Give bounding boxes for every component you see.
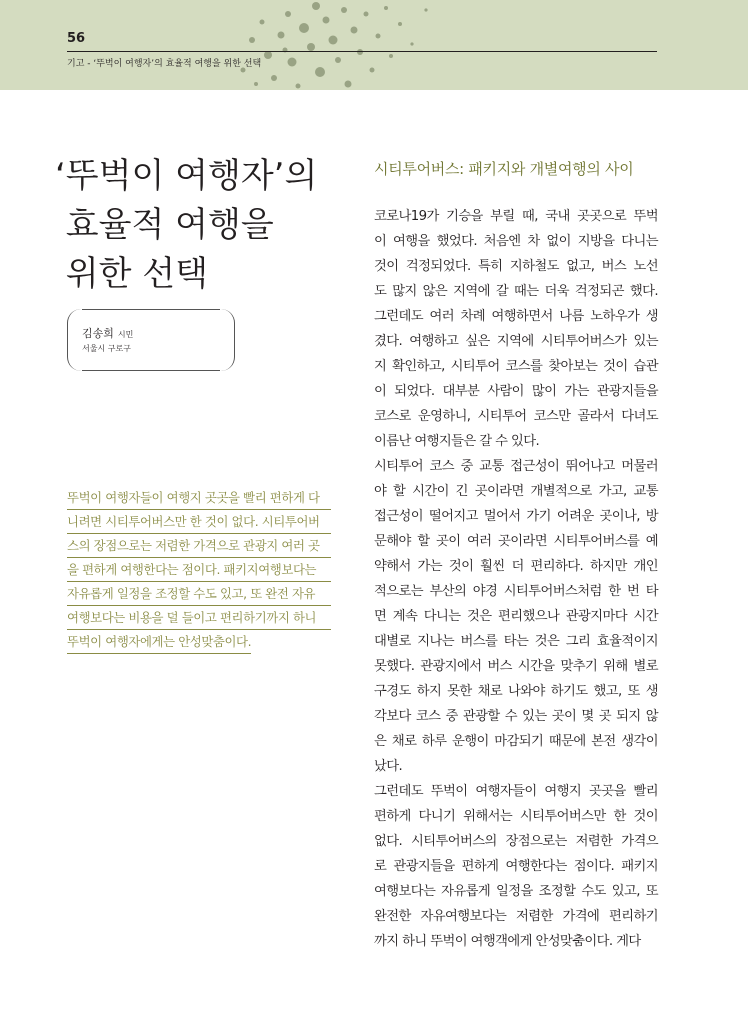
- body-text-line: 여행보다는 자유롭게 일정을 조정할 수도 있고, 또: [374, 884, 658, 899]
- body-text-line: 이 여행을 했었다. 처음엔 차 없이 지방을 다니는: [374, 234, 658, 249]
- body-text-line: 이름난 여행지들은 갈 수 있다.: [374, 434, 540, 449]
- author-box: [67, 309, 235, 371]
- body-text-line: 접근성이 떨어지고 멀어서 가기 어려운 곳이나, 방: [374, 509, 658, 524]
- body-text-line: 구경도 하지 못한 채로 나와야 하기도 했고, 또 생: [374, 684, 658, 699]
- pull-quote-line: 자유롭게 일정을 조정할 수도 있고, 또 완전 자유: [67, 582, 331, 606]
- pull-quote-line: 여행보다는 비용을 덜 들이고 편리하기까지 하니: [67, 606, 331, 630]
- body-text-line: 코스로 운영하니, 시티투어 코스만 골라서 다녀도: [374, 409, 658, 424]
- body-text-line: 은 채로 하루 운행이 마감되기 때문에 본전 생각이: [374, 734, 658, 749]
- body-text-line: 로 관광지들을 편하게 여행한다는 점이다. 패키지: [374, 859, 658, 874]
- body-text-line: 도 많지 않은 지역에 갈 때는 더욱 걱정되곤 했다.: [374, 284, 658, 299]
- body-text-line: 편하게 다니기 위해서는 시티투어버스만 한 것이: [374, 809, 658, 824]
- body-text-line: 시티투어 코스 중 교통 접근성이 뛰어나고 머물러: [374, 459, 658, 474]
- body-text-line: 면 계속 다니는 것은 편리했으나 관광지마다 시간: [374, 609, 658, 624]
- body-text-line: 적으로는 부산의 야경 시티투어버스처럼 한 번 타: [374, 584, 658, 599]
- pull-quote: [67, 486, 331, 654]
- title-line: 효율적 여행을: [55, 205, 274, 245]
- body-text-line: 것이 걱정되었다. 특히 지하철도 없고, 버스 노선: [374, 259, 658, 274]
- author-location: 서울시 구로구: [82, 344, 131, 353]
- pull-quote-line: 뚜벅이 여행자에게는 안성맞춤이다.: [67, 630, 251, 654]
- body-text-line: 야 할 시간이 긴 곳이라면 개별적으로 가고, 교통: [374, 484, 658, 499]
- body-text-line: 문해야 할 곳이 여러 곳이라면 시티투어버스를 예: [374, 534, 658, 549]
- body-text-line: 없다. 시티투어버스의 장점으로는 저렴한 가격으: [374, 834, 658, 849]
- body-text-line: 코로나19가 기승을 부릴 때, 국내 곳곳으로 뚜벅: [374, 209, 658, 224]
- pull-quote-line: 을 편하게 여행한다는 점이다. 패키지여행보다는: [67, 558, 331, 582]
- body-text-line: 겼다. 여행하고 싶은 지역에 시티투어버스가 있는: [374, 334, 658, 349]
- body-text-line: 그런데도 여러 차례 여행하면서 나름 노하우가 생: [374, 309, 658, 324]
- decorative-dot-pattern: [0, 0, 748, 90]
- section-heading: 시티투어버스: 패키지와 개별여행의 사이: [374, 160, 634, 178]
- body-text-line: 못했다. 관광지에서 버스 시간을 맞추기 위해 별로: [374, 659, 658, 674]
- author-role: 시민: [117, 330, 134, 339]
- body-text-line: 대별로 지나는 버스를 타는 것은 그리 효율적이지: [374, 634, 658, 649]
- running-head: 기고 - ‘뚜벅이 여행자’의 효율적 여행을 위한 선택: [67, 59, 262, 69]
- author-name: 김송희: [82, 327, 114, 340]
- body-text-line: 지 확인하고, 시티투어 코스를 찾아보는 것이 습관: [374, 359, 658, 374]
- title-line: 위한 선택: [55, 254, 208, 294]
- body-text-line: 그런데도 뚜벅이 여행자들이 여행지 곳곳을 빨리: [374, 784, 658, 799]
- body-text-line: 까지 하니 뚜벅이 여행객에게 안성맞춤이다. 게다: [374, 934, 641, 949]
- article-title: [55, 152, 355, 299]
- body-text-line: 약해서 가는 것이 훨씬 더 편리하다. 하지만 개인: [374, 559, 658, 574]
- title-line: ‘뚜벅이 여행자’의: [55, 156, 318, 196]
- pull-quote-line: 뚜벅이 여행자들이 여행지 곳곳을 빨리 편하게 다: [67, 486, 331, 510]
- body-text-line: 각보다 코스 중 관광할 수 있는 곳이 몇 곳 되지 않: [374, 709, 658, 724]
- header-rule: [67, 51, 657, 52]
- author-name-row: [82, 325, 133, 341]
- pull-quote-line: 스의 장점으로는 저렴한 가격으로 관광지 여러 곳: [67, 534, 331, 558]
- pull-quote-line: 니려면 시티투어버스만 한 것이 없다. 시티투어버: [67, 510, 331, 534]
- article-body: [374, 204, 658, 954]
- body-text-line: 이 되었다. 대부분 사람이 많이 가는 관광지들을: [374, 384, 658, 399]
- body-text-line: 완전한 자유여행보다는 저렴한 가격에 편리하기: [374, 909, 658, 924]
- body-text-line: 났다.: [374, 759, 403, 774]
- page-number: 56: [67, 31, 86, 46]
